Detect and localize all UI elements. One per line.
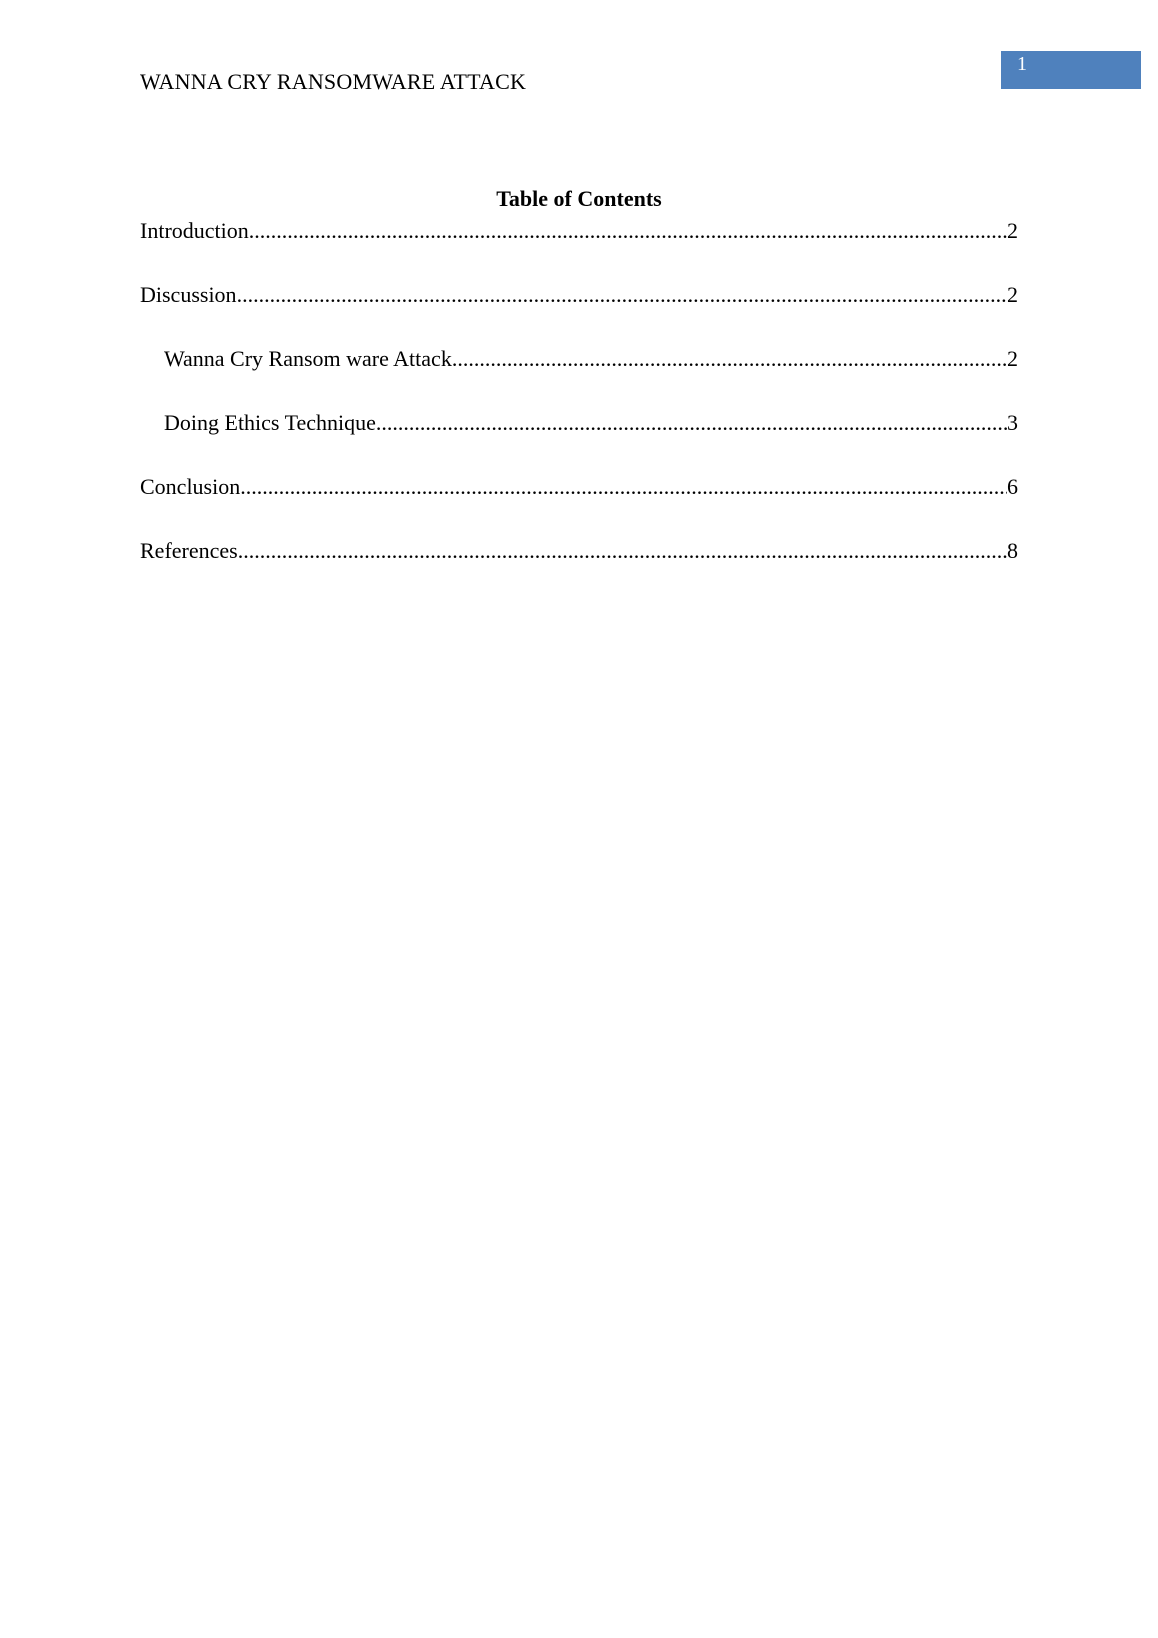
toc-entry-label: Doing Ethics Technique [164, 410, 376, 435]
toc-entry-page: 6 [1007, 474, 1018, 499]
toc-heading: Table of Contents [496, 186, 662, 211]
toc-entry-conclusion[interactable] [140, 473, 1018, 537]
toc-entry-page: 2 [1007, 218, 1018, 243]
toc-entry-label: Introduction [140, 218, 249, 243]
toc-entry-page: 3 [1007, 410, 1018, 435]
toc-entry-introduction[interactable] [140, 217, 1018, 281]
page-number-box [1001, 51, 1141, 89]
table-of-contents [140, 217, 1018, 601]
toc-entry-label: References [140, 538, 238, 563]
toc-dot-leader [237, 281, 1007, 309]
toc-dot-leader [238, 537, 1007, 565]
toc-entry-label: Discussion [140, 282, 237, 307]
toc-dot-leader [240, 473, 1007, 501]
toc-entry-label: Wanna Cry Ransom ware Attack [164, 346, 452, 371]
toc-entry-doing-ethics-technique[interactable] [140, 409, 1018, 473]
toc-entry-references[interactable] [140, 537, 1018, 601]
toc-dot-leader [376, 409, 1007, 437]
page-number: 1 [1017, 53, 1027, 75]
toc-entry-page: 2 [1007, 346, 1018, 371]
toc-entry-page: 2 [1007, 282, 1018, 307]
toc-entry-wanna-cry-ransom-ware-attack[interactable] [140, 345, 1018, 409]
running-head: WANNA CRY RANSOMWARE ATTACK [140, 69, 527, 94]
toc-entry-page: 8 [1007, 538, 1018, 563]
toc-entry-discussion[interactable] [140, 281, 1018, 345]
toc-dot-leader [452, 345, 1007, 373]
toc-dot-leader [249, 217, 1007, 245]
toc-entry-label: Conclusion [140, 474, 241, 499]
